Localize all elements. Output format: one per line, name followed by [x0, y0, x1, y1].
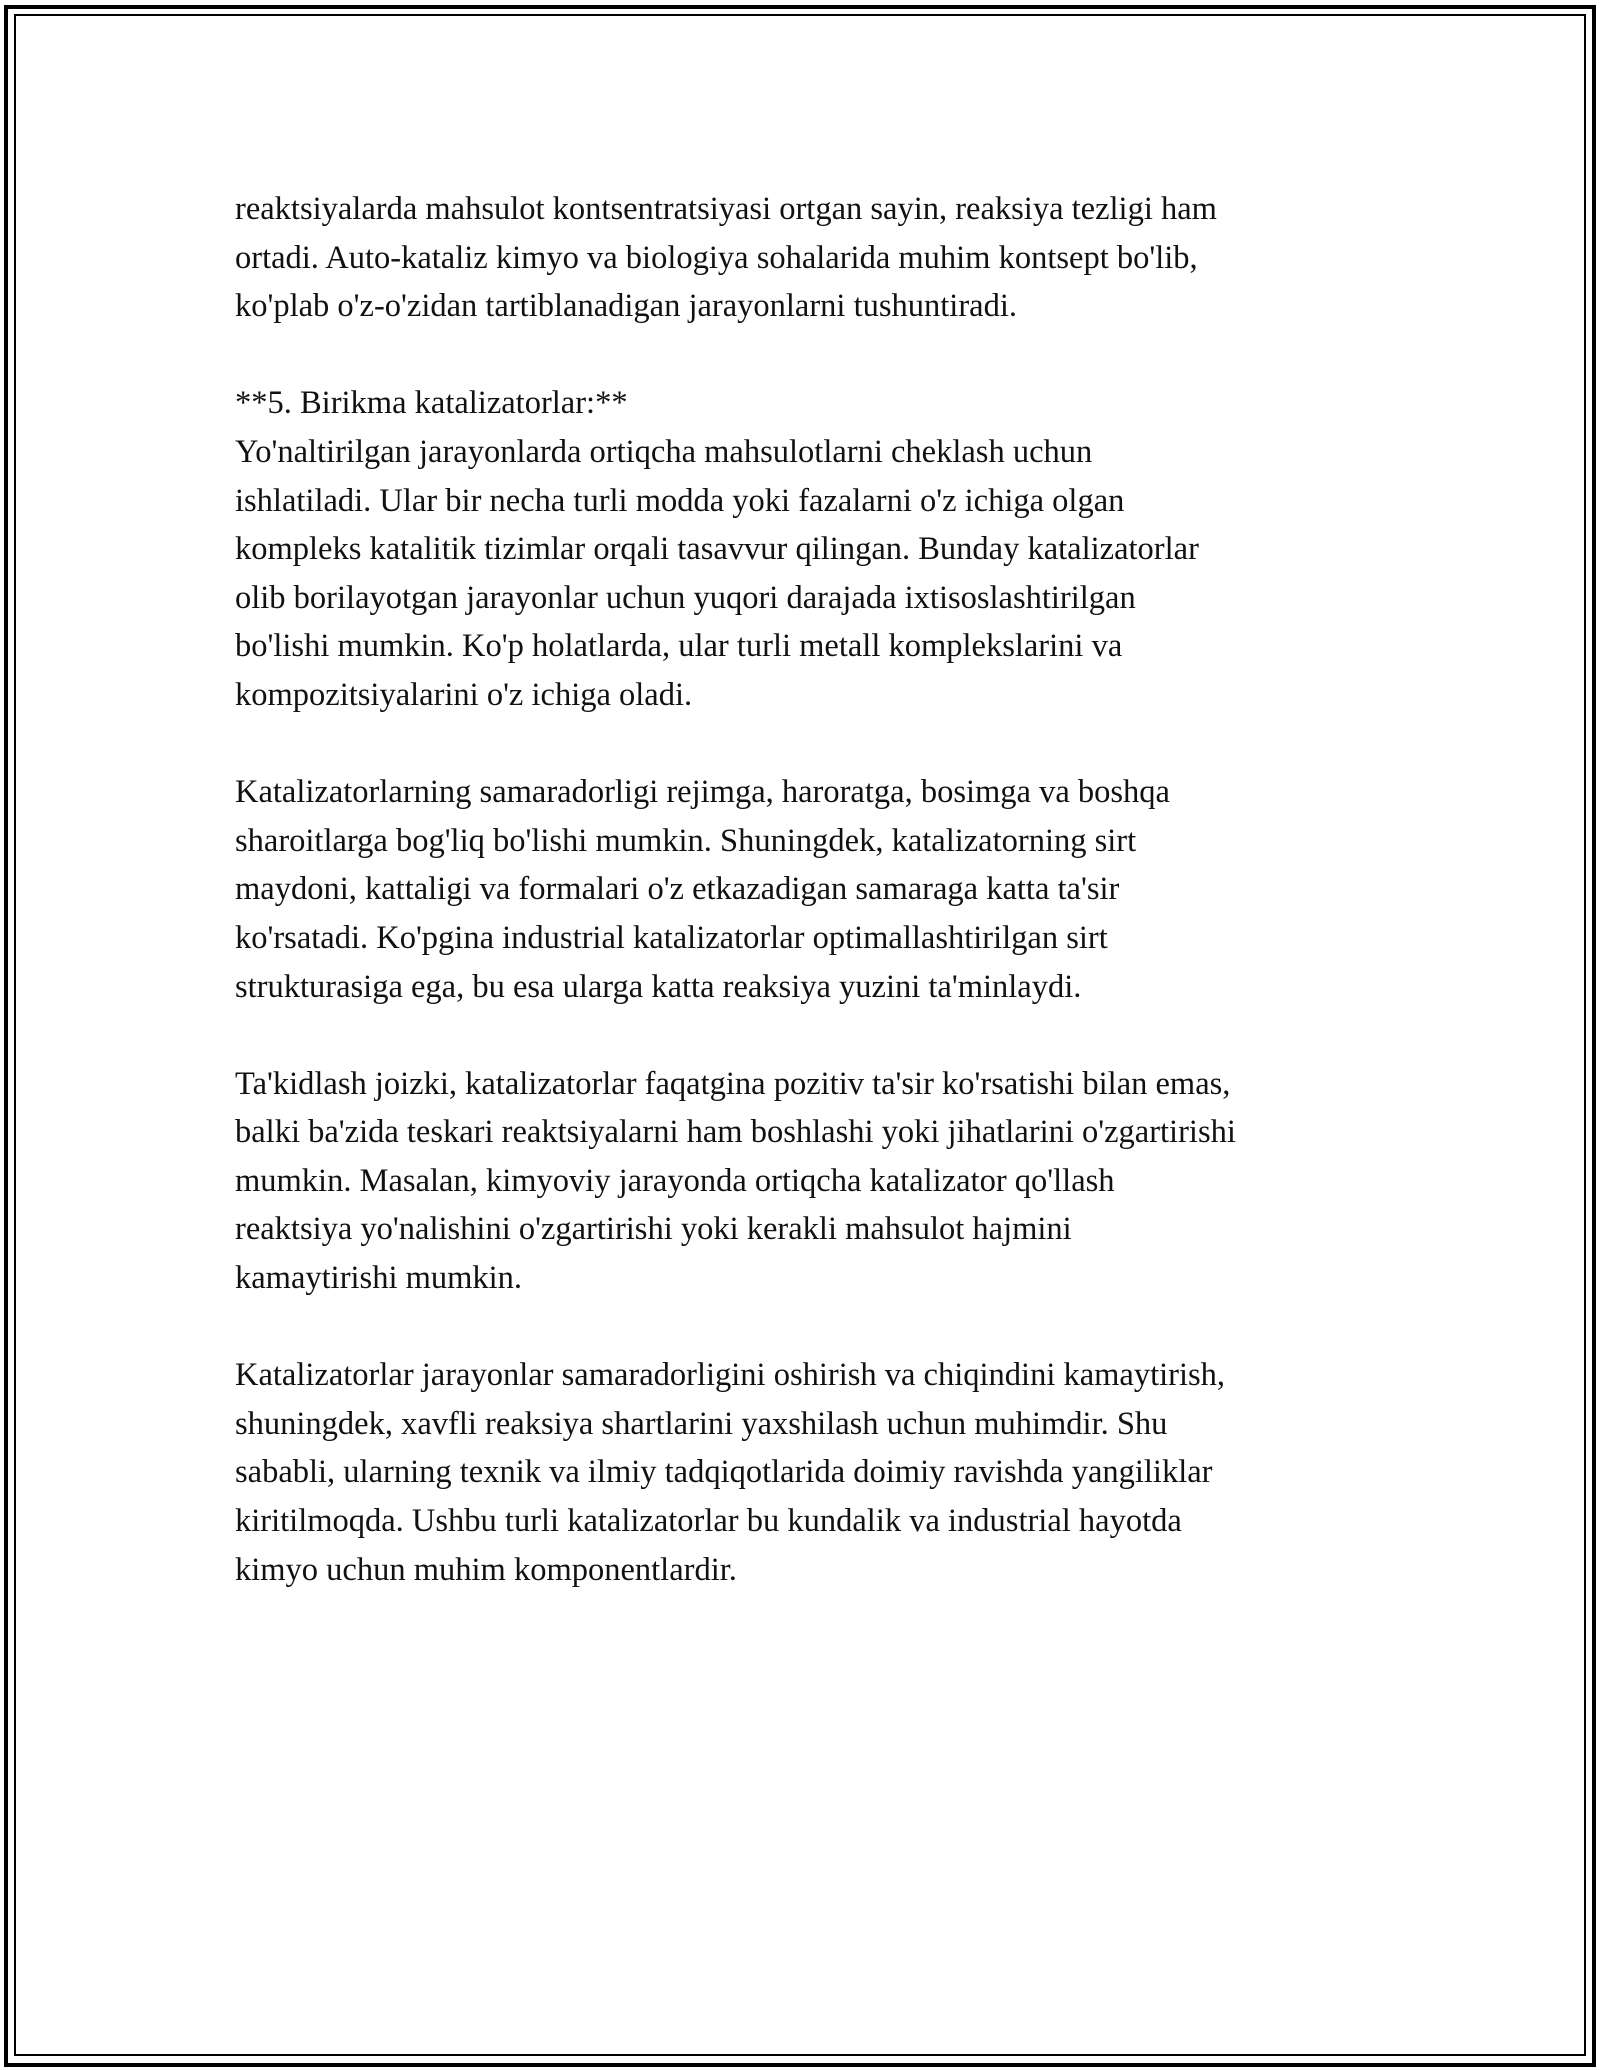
text-line: reaktsiya yo'nalishini o'zgartirishi yoki kerakli mahsulot hajmini [235, 1211, 1072, 1248]
text-line: olib borilayotgan jarayonlar uchun yuqori darajada ixtisoslashtirilgan [235, 579, 1136, 616]
text-line: mumkin. Masalan, kimyoviy jarayonda ortiqcha katalizator qo'llash [235, 1162, 1115, 1199]
text-line: sababli, ularning texnik va ilmiy tadqiqotlarida doimiy ravishda yangiliklar [235, 1454, 1213, 1491]
text-line: kamaytirishi mumkin. [235, 1260, 523, 1297]
text-line: kimyo uchun muhim komponentlardir. [235, 1551, 737, 1588]
text-line: ko'rsatadi. Ko'pgina industrial katalizatorlar optimallashtirilgan sirt [235, 919, 1108, 956]
text-line: ko'plab o'z-o'zidan tartiblanadigan jarayonlarni tushuntiradi. [235, 288, 1017, 325]
text-line: maydoni, kattaligi va formalari o'z etkazadigan samaraga katta ta'sir [235, 871, 1120, 908]
text-line: Katalizatorlarning samaradorligi rejimga, haroratga, bosimga va boshqa [235, 774, 1170, 811]
text-line: sharoitlarga bog'liq bo'lishi mumkin. Shuningdek, katalizatorning sirt [235, 822, 1137, 859]
paragraph-gap [235, 331, 1385, 380]
text-line: strukturasiga ega, bu esa ularga katta reaksiya yuzini ta'minlaydi. [235, 968, 1082, 1005]
document-body [235, 185, 1385, 1594]
text-line: ortadi. Auto-kataliz kimyo va biologiya sohalarida muhim kontsept bo'lib, [235, 239, 1198, 276]
text-line: kiritilmoqda. Ushbu turli katalizatorlar bu kundalik va industrial hayotda [235, 1503, 1182, 1540]
paragraph-gap [235, 1011, 1385, 1060]
text-line: balki ba'zida teskari reaktsiyalarni ham boshlashi yoki jihatlarini o'zgartirishi [235, 1114, 1236, 1151]
paragraph-gap [235, 720, 1385, 769]
text-line: ishlatiladi. Ular bir necha turli modda yoki fazalarni o'z ichiga olgan [235, 482, 1125, 519]
text-line: Yo'naltirilgan jarayonlarda ortiqcha mahsulotlarni cheklash uchun [235, 433, 1093, 470]
text-line: kompozitsiyalarini o'z ichiga oladi. [235, 676, 693, 713]
section-compound-catalysts [235, 379, 1385, 719]
section-heading: **5. Birikma katalizatorlar:** [235, 385, 628, 422]
paragraph-gap [235, 1303, 1385, 1352]
text-line: reaktsiyalarda mahsulot kontsentratsiyasi ortgan sayin, reaksiya tezligi ham [235, 191, 1217, 227]
text-line: kompleks katalitik tizimlar orqali tasavvur qilingan. Bunday katalizatorlar [235, 531, 1199, 568]
paragraph-conclusion [235, 1351, 1385, 1594]
paragraph-efficiency [235, 768, 1385, 1011]
text-line: Katalizatorlar jarayonlar samaradorligini oshirish va chiqindini kamaytirish, [235, 1357, 1226, 1394]
paragraph-autocatalysis [235, 185, 1385, 331]
text-line: bo'lishi mumkin. Ko'p holatlarda, ular turli metall komplekslarini va [235, 628, 1123, 665]
paragraph-side-effects [235, 1060, 1385, 1303]
text-line: Ta'kidlash joizki, katalizatorlar faqatgina pozitiv ta'sir ko'rsatishi bilan emas, [235, 1065, 1231, 1102]
text-line: shuningdek, xavfli reaksiya shartlarini yaxshilash uchun muhimdir. Shu [235, 1405, 1168, 1442]
